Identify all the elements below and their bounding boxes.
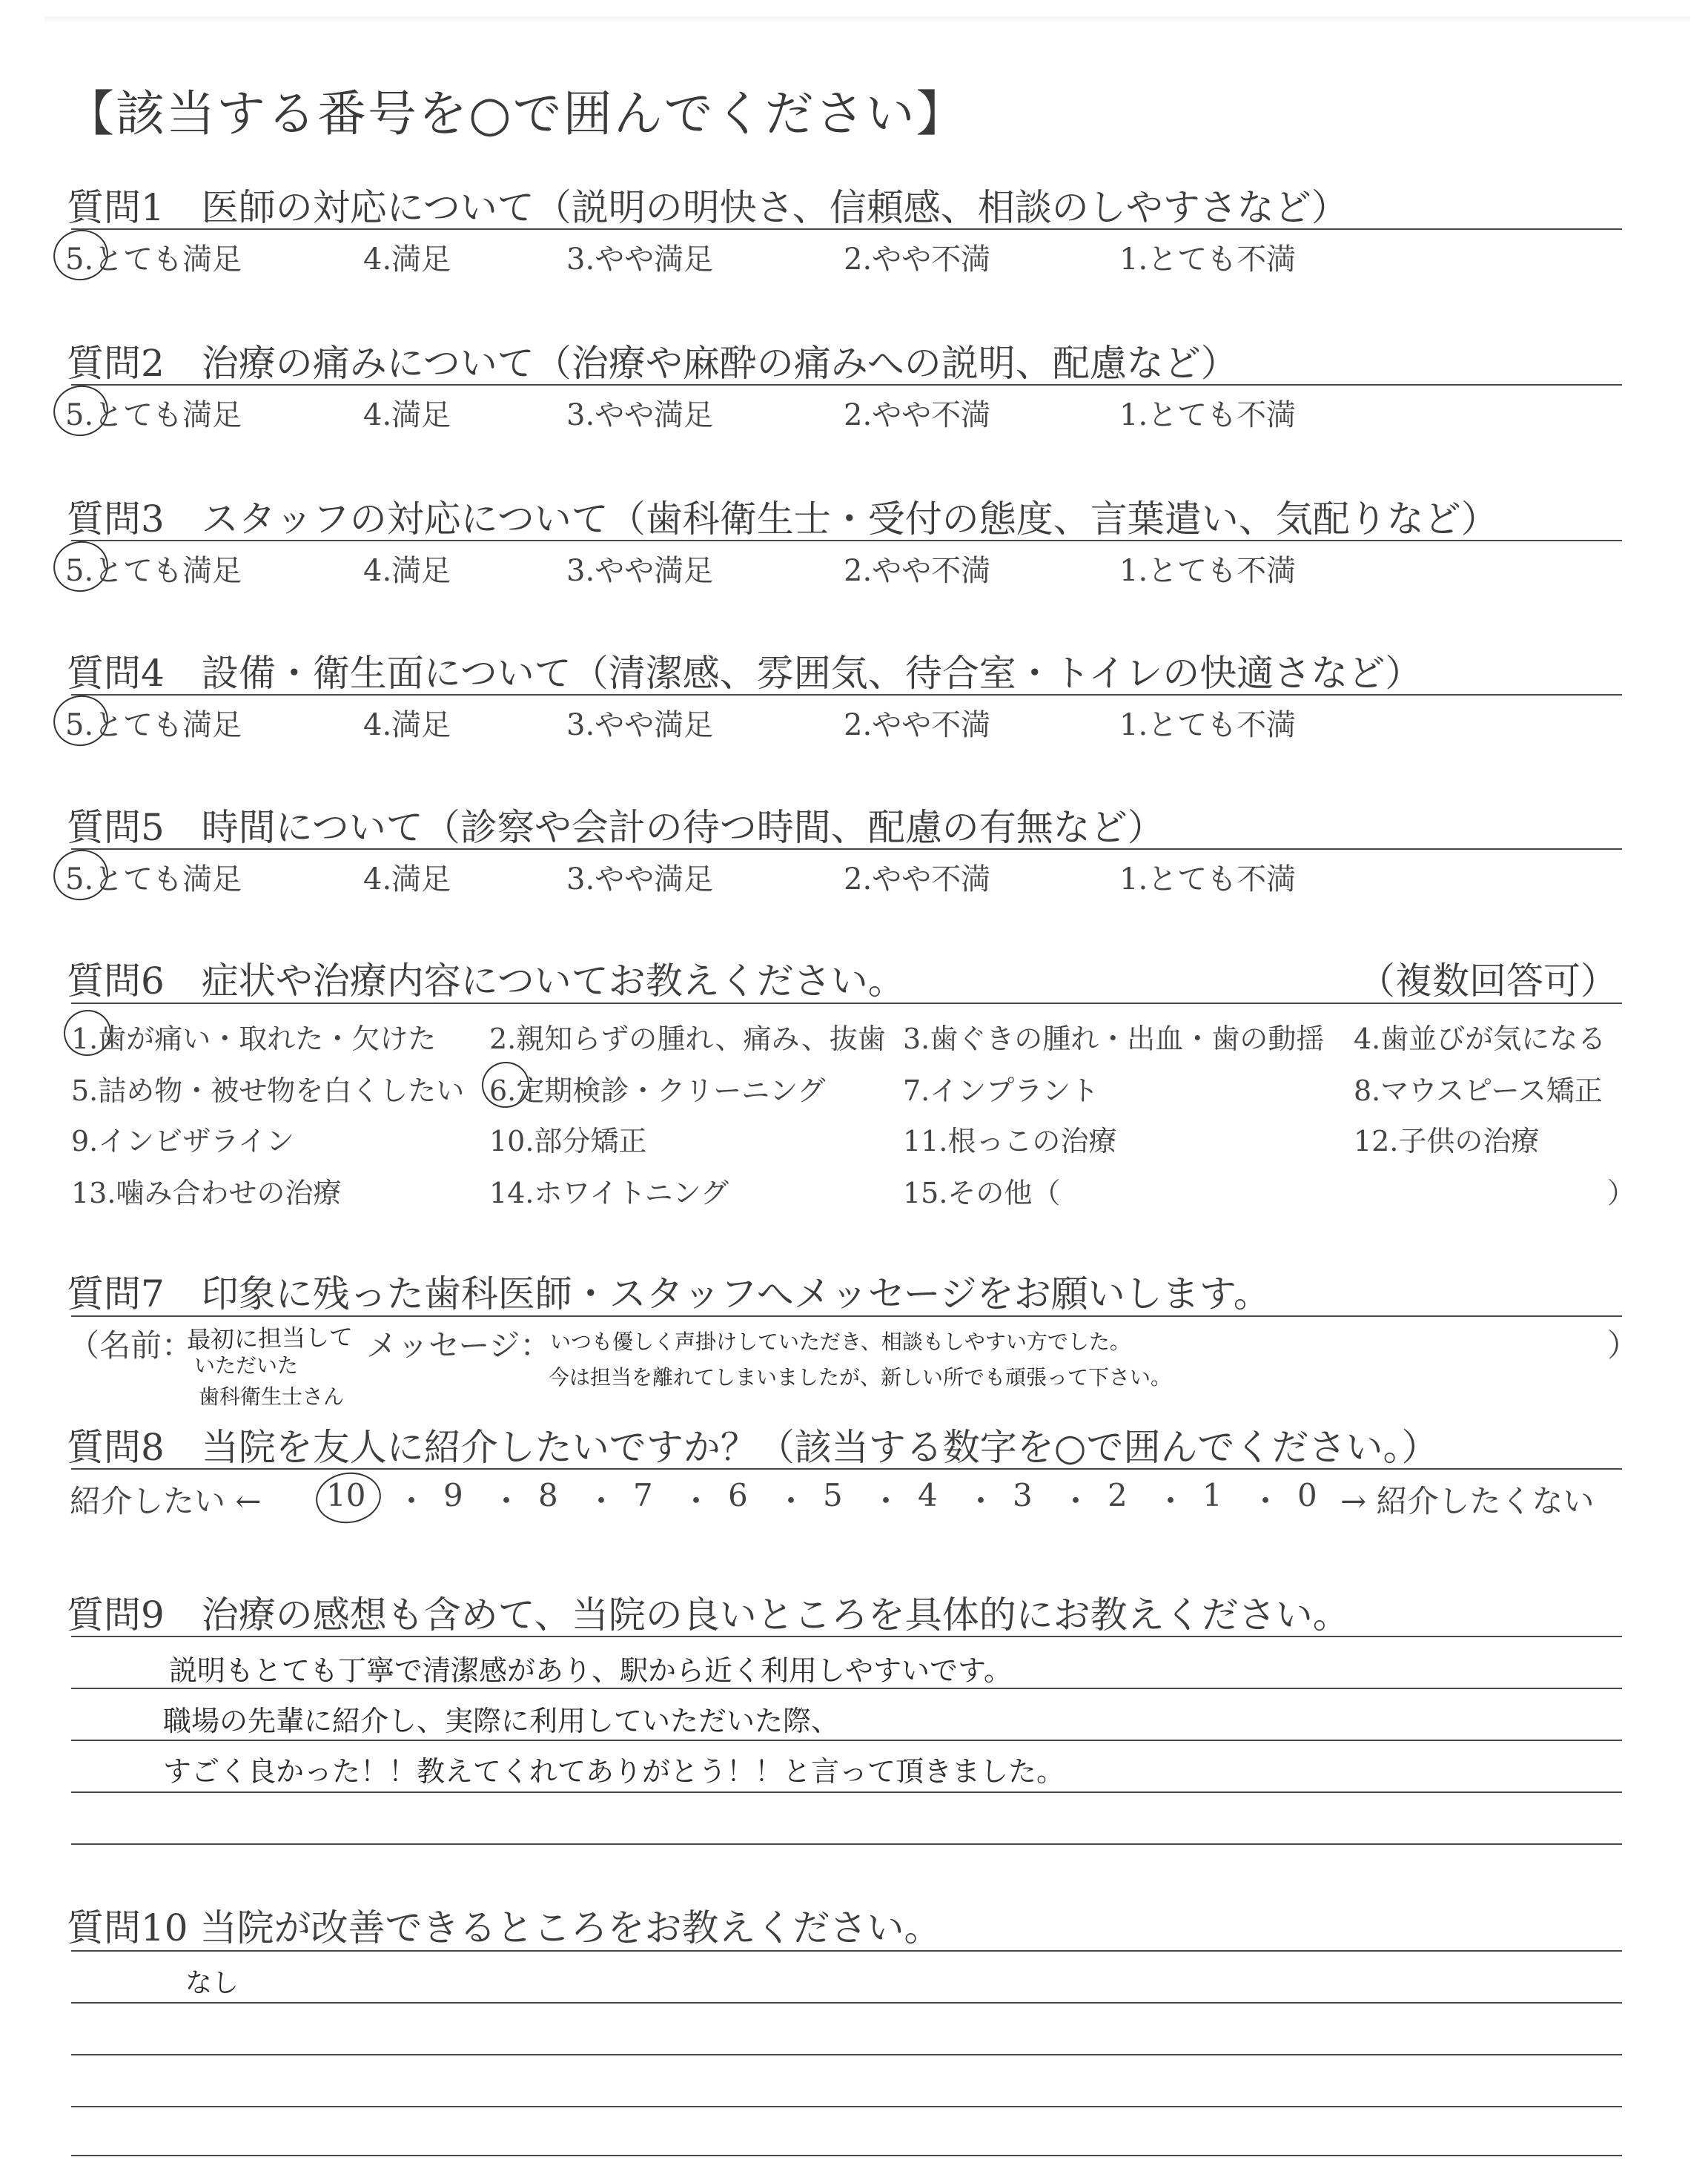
q8-scale-dot: ・ bbox=[870, 1483, 902, 1519]
q8-title: 質問8 当院を友人に紹介したいですか？（該当する数字を○で囲んでください。） bbox=[67, 1426, 1439, 1469]
q6-option-15[interactable]: 15.その他（ bbox=[903, 1177, 1061, 1209]
q3-rule bbox=[71, 540, 1622, 541]
q9-answer-line-3: すごく良かった！！教えてくれてありがとう！！と言って頂きました。 bbox=[163, 1755, 1065, 1788]
q3-option-2[interactable]: 2.やや不満 bbox=[844, 554, 991, 588]
q9-answer-line-1: 説明もとても丁寧で清潔感があり、駅から近く利用しやすいです。 bbox=[169, 1654, 1012, 1687]
q6-option-4[interactable]: 4.歯並びが気になる bbox=[1354, 1023, 1606, 1055]
q6-other-close-paren: ） bbox=[1607, 1177, 1636, 1209]
q6-option-7[interactable]: 7.インプラント bbox=[903, 1074, 1099, 1107]
q3-title: 質問3 スタッフの対応について（歯科衛生士・受付の態度、言葉遣い、気配りなど） bbox=[67, 498, 1498, 541]
q8-scale-value-9[interactable]: 9 bbox=[443, 1477, 463, 1513]
q3-option-4[interactable]: 4.満足 bbox=[363, 554, 451, 588]
q8-right-label: → 紹介したくない bbox=[1340, 1483, 1595, 1519]
q8-scale-dot: ・ bbox=[586, 1483, 618, 1519]
q8-rule bbox=[71, 1468, 1622, 1470]
q8-scale-value-3[interactable]: 3 bbox=[1013, 1477, 1033, 1513]
q10-rule-1 bbox=[71, 2002, 1622, 2004]
q6-rule bbox=[71, 1003, 1622, 1004]
q7-message-line-2: 今は担当を離れてしまいましたが、新しい所でも頑張って下さい。 bbox=[549, 1365, 1172, 1390]
q4-option-3[interactable]: 3.やや満足 bbox=[566, 708, 714, 742]
q8-scale-value-4[interactable]: 4 bbox=[918, 1477, 938, 1513]
q6-option-13[interactable]: 13.噛み合わせの治療 bbox=[71, 1177, 342, 1209]
q5-option-2[interactable]: 2.やや不満 bbox=[844, 862, 991, 896]
q1-rule bbox=[71, 228, 1622, 230]
q1-title: 質問1 医師の対応について（説明の明快さ、信頼感、相談のしやすさなど） bbox=[67, 186, 1348, 229]
q5-option-4[interactable]: 4.満足 bbox=[363, 862, 451, 896]
q1-option-4[interactable]: 4.満足 bbox=[363, 242, 451, 277]
q7-close-paren: ） bbox=[1607, 1327, 1639, 1364]
q6-option-6[interactable]: 6.定期検診・クリーニング bbox=[489, 1074, 826, 1107]
q8-scale-value-2[interactable]: 2 bbox=[1108, 1477, 1128, 1513]
q5-option-1[interactable]: 1.とても不満 bbox=[1119, 862, 1297, 896]
q10-answer: なし bbox=[185, 1968, 239, 1998]
q6-option-1[interactable]: 1.歯が痛い・取れた・欠けた bbox=[71, 1023, 437, 1055]
q6-option-12[interactable]: 12.子供の治療 bbox=[1354, 1125, 1540, 1157]
q5-title: 質問5 時間について（診察や会計の待つ時間、配慮の有無など） bbox=[67, 806, 1165, 849]
q6-option-8[interactable]: 8.マウスピース矯正 bbox=[1354, 1074, 1603, 1107]
q6-option-2[interactable]: 2.親知らずの腫れ、痛み、抜歯 bbox=[489, 1023, 886, 1055]
q7-message-line-1: いつも優しく声掛けしていただき、相談もしやすい方でした。 bbox=[550, 1330, 1131, 1354]
q2-title: 質問2 治療の痛みについて（治療や麻酔の痛みへの説明、配慮など） bbox=[67, 342, 1238, 385]
q6-option-3[interactable]: 3.歯ぐきの腫れ・出血・歯の動揺 bbox=[903, 1023, 1325, 1055]
q10-rule-3 bbox=[71, 2106, 1622, 2107]
q8-scale-value-6[interactable]: 6 bbox=[728, 1477, 748, 1513]
q8-scale-value-8[interactable]: 8 bbox=[538, 1477, 558, 1513]
q8-scale-dot: ・ bbox=[965, 1483, 997, 1519]
q1-option-5[interactable]: 5.とても満足 bbox=[65, 242, 242, 277]
q6-multiple-note: （複数回答可） bbox=[1358, 960, 1618, 1003]
q8-scale-value-5[interactable]: 5 bbox=[823, 1477, 843, 1513]
q3-option-3[interactable]: 3.やや満足 bbox=[566, 554, 714, 588]
q1-option-3[interactable]: 3.やや満足 bbox=[566, 242, 714, 277]
q4-option-5[interactable]: 5.とても満足 bbox=[65, 708, 242, 742]
q2-option-1[interactable]: 1.とても不満 bbox=[1119, 398, 1297, 432]
q8-scale-dot: ・ bbox=[1250, 1483, 1282, 1519]
q2-option-5[interactable]: 5.とても満足 bbox=[65, 398, 242, 432]
q8-scale-dot: ・ bbox=[491, 1483, 523, 1519]
q8-scale-dot: ・ bbox=[1060, 1483, 1092, 1519]
q2-option-3[interactable]: 3.やや満足 bbox=[566, 398, 714, 432]
q10-title: 質問10 当院が改善できるところをお教えください。 bbox=[67, 1906, 941, 1949]
q6-option-14[interactable]: 14.ホワイトニング bbox=[489, 1177, 729, 1209]
q1-option-2[interactable]: 2.やや不満 bbox=[844, 242, 991, 277]
q7-message-label: メッセージ： bbox=[366, 1327, 552, 1364]
q7-title: 質問7 印象に残った歯科医師・スタッフへメッセージをお願いします。 bbox=[67, 1272, 1271, 1315]
q10-rule-0 bbox=[71, 1950, 1622, 1952]
q4-rule bbox=[71, 694, 1622, 696]
q1-option-1[interactable]: 1.とても不満 bbox=[1119, 242, 1297, 277]
q10-rule-2 bbox=[71, 2054, 1622, 2055]
q8-scale-dot: ・ bbox=[396, 1483, 428, 1519]
q7-name-line-3: 歯科衛生士さん bbox=[199, 1384, 345, 1409]
q7-name-line-2: いただいた bbox=[194, 1353, 299, 1378]
q8-scale-dot: ・ bbox=[681, 1483, 712, 1519]
q8-scale-value-7[interactable]: 7 bbox=[633, 1477, 653, 1513]
q2-rule bbox=[71, 384, 1622, 386]
q9-answer-line-2: 職場の先輩に紹介し、実際に利用していただいた際、 bbox=[163, 1705, 840, 1737]
q6-title: 質問6 症状や治療内容についてお教えください。 bbox=[67, 960, 905, 1003]
q10-rule-4 bbox=[71, 2155, 1622, 2156]
q2-option-2[interactable]: 2.やや不満 bbox=[844, 398, 991, 432]
instructions-header: 【該当する番号を○で囲んでください】 bbox=[65, 85, 967, 142]
q3-option-5[interactable]: 5.とても満足 bbox=[65, 554, 242, 588]
q9-rule-0 bbox=[71, 1636, 1622, 1637]
q7-rule bbox=[71, 1315, 1622, 1317]
q9-title: 質問9 治療の感想も含めて、当院の良いところを具体的にお教えください。 bbox=[67, 1593, 1350, 1636]
q5-rule bbox=[71, 848, 1622, 850]
q4-title: 質問4 設備・衛生面について（清潔感、雰囲気、待合室・トイレの快適さなど） bbox=[67, 652, 1423, 695]
q8-left-label: 紹介したい ← bbox=[70, 1483, 262, 1519]
q9-rule-2 bbox=[71, 1740, 1622, 1741]
q6-option-5[interactable]: 5.詰め物・被せ物を白くしたい bbox=[71, 1074, 465, 1107]
q4-option-4[interactable]: 4.満足 bbox=[363, 708, 451, 742]
q8-scale-dot: ・ bbox=[1155, 1483, 1187, 1519]
q4-option-1[interactable]: 1.とても不満 bbox=[1119, 708, 1297, 742]
q9-rule-4 bbox=[71, 1843, 1622, 1845]
q4-option-2[interactable]: 2.やや不満 bbox=[844, 708, 991, 742]
q8-scale-value-1[interactable]: 1 bbox=[1202, 1477, 1222, 1513]
q2-option-4[interactable]: 4.満足 bbox=[363, 398, 451, 432]
q6-option-10[interactable]: 10.部分矯正 bbox=[489, 1125, 647, 1157]
q7-name-line-1: 最初に担当して bbox=[186, 1323, 354, 1354]
q8-scale-dot: ・ bbox=[775, 1483, 807, 1519]
q5-option-3[interactable]: 3.やや満足 bbox=[566, 862, 714, 896]
q6-option-11[interactable]: 11.根っこの治療 bbox=[903, 1125, 1117, 1157]
q6-option-9[interactable]: 9.インビザライン bbox=[71, 1125, 295, 1157]
q8-scale-value-10[interactable]: 10 bbox=[326, 1477, 366, 1513]
q5-option-5[interactable]: 5.とても満足 bbox=[65, 862, 242, 896]
q3-option-1[interactable]: 1.とても不満 bbox=[1119, 554, 1297, 588]
q7-name-label: （名前： bbox=[68, 1327, 193, 1364]
q9-rule-3 bbox=[71, 1791, 1622, 1793]
scan-top-edge bbox=[44, 16, 1690, 24]
q8-scale-value-0[interactable]: 0 bbox=[1297, 1477, 1317, 1513]
q8-selection-mark bbox=[313, 1468, 385, 1527]
